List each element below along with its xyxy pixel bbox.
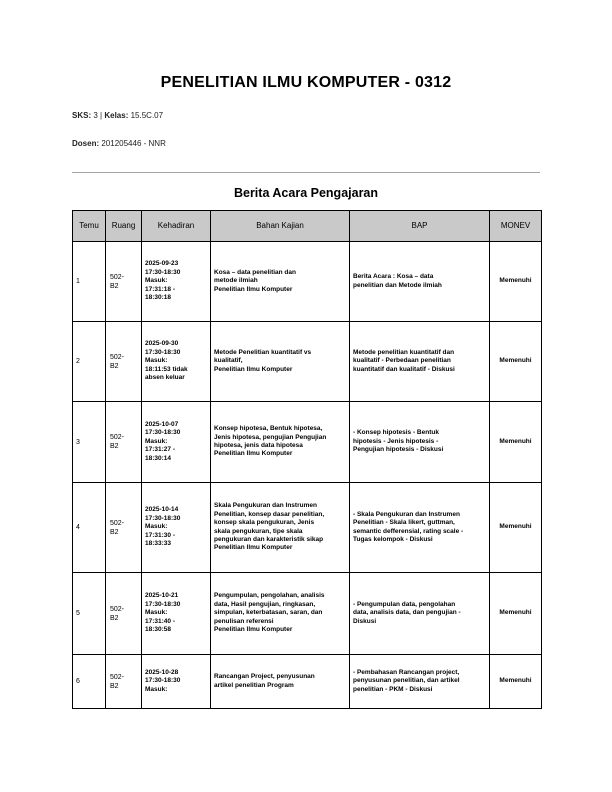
cell-kehadiran-line: 18:30:14 xyxy=(145,454,172,462)
cell-bap-line: penyusunan penelitian, dan artikel xyxy=(353,677,460,685)
cell-ruang xyxy=(106,655,142,709)
sks-kelas-line xyxy=(72,111,163,120)
cell-bap-line: penelitian dan Metode ilmiah xyxy=(353,281,442,289)
cell-kehadiran-line: 18:30:58 xyxy=(145,626,172,634)
table-row xyxy=(73,573,542,655)
cell-monev: Memenuhi xyxy=(490,322,542,402)
cell-bahan-kajian-line: Penelitian Ilmu Komputer xyxy=(214,450,293,458)
cell-bahan-kajian-line: Penelitian Ilmu Komputer xyxy=(214,544,293,552)
cell-kehadiran-line: Masuk: xyxy=(145,437,168,445)
cell-ruang xyxy=(106,402,142,483)
cell-monev: Memenuhi xyxy=(490,573,542,655)
cell-kehadiran-line: 2025-09-23 xyxy=(145,260,179,268)
dosen-line xyxy=(72,139,166,148)
cell-bahan-kajian-line: konsep skala pengukuran, Jenis xyxy=(214,519,315,527)
sks-label: SKS: xyxy=(72,111,92,120)
cell-kehadiran-line: 2025-09-30 xyxy=(145,340,179,348)
cell-kehadiran-line: 2025-10-14 xyxy=(145,506,179,514)
cell-ruang-line: B2 xyxy=(110,528,119,536)
cell-bahan-kajian-line: hipotesa, jenis data hipotesa xyxy=(214,442,303,449)
cell-bap xyxy=(350,483,490,573)
cell-bap-line: - Pembahasan Rancangan project, xyxy=(353,668,460,676)
cell-kehadiran-line: Masuk: xyxy=(145,357,168,365)
cell-bahan-kajian-line: Konsep hipotesa, Bentuk hipotesa, xyxy=(214,425,323,433)
cell-bahan-kajian-line: Penelitian, konsep dasar penelitian, xyxy=(214,510,325,518)
cell-bahan-kajian xyxy=(211,242,350,322)
cell-bap-line: Penelitian - Skala likert, guttman, xyxy=(353,519,455,527)
cell-bahan-kajian-line: Pengumpulan, pengolahan, analisis xyxy=(214,592,325,600)
cell-bap-line: - Pengumpulan data, pengolahan xyxy=(353,600,456,608)
cell-bahan-kajian xyxy=(211,483,350,573)
cell-bap-line: semantic defferensial, rating scale - xyxy=(353,527,464,535)
cell-temu: 4 xyxy=(73,483,106,573)
cell-temu: 3 xyxy=(73,402,106,483)
cell-kehadiran-line: 18:11:53 tidak xyxy=(145,365,188,373)
cell-kehadiran-line: 17:30-18:30 xyxy=(145,268,181,276)
cell-bahan-kajian xyxy=(211,655,350,709)
cell-kehadiran xyxy=(142,573,211,655)
cell-bap-line: - Konsep hipotesis - Bentuk xyxy=(353,429,439,437)
cell-kehadiran xyxy=(142,655,211,709)
cell-bahan-kajian xyxy=(211,402,350,483)
cell-kehadiran-line: 17:31:40 - xyxy=(145,617,175,625)
cell-ruang-line: B2 xyxy=(110,614,119,622)
cell-temu: 1 xyxy=(73,242,106,322)
cell-bap-line: Berita Acara : Kosa – data xyxy=(353,273,434,281)
cell-bahan-kajian-line: Metode Penelitian kuantitatif vs xyxy=(214,348,312,356)
cell-bahan-kajian xyxy=(211,322,350,402)
header-kehadiran: Kehadiran xyxy=(142,211,211,242)
cell-bahan-kajian-line: pengukuran dan karakteristik sikap xyxy=(214,535,324,543)
cell-bap-line: Tugas kelompok - Diskusi xyxy=(353,535,433,543)
cell-bahan-kajian-line: artikel penelitian Program xyxy=(214,681,294,689)
cell-monev: Memenuhi xyxy=(490,402,542,483)
cell-kehadiran-line: 2025-10-28 xyxy=(145,668,179,676)
sks-value: 3 | xyxy=(93,111,105,120)
cell-bap-line: - Skala Pengukuran dan Instrumen xyxy=(353,510,460,518)
table-header-row xyxy=(73,211,542,242)
table-body xyxy=(73,242,542,709)
divider xyxy=(72,172,540,173)
cell-temu: 6 xyxy=(73,655,106,709)
cell-bap-line: hipotesis - Jenis hipotesis - xyxy=(353,437,439,445)
cell-bahan-kajian-line: penulisan referensi xyxy=(214,617,274,625)
cell-kehadiran-line: Masuk: xyxy=(145,685,168,693)
cell-bap xyxy=(350,573,490,655)
cell-kehadiran xyxy=(142,242,211,322)
cell-kehadiran-line: Masuk: xyxy=(145,523,168,531)
cell-kehadiran xyxy=(142,322,211,402)
cell-bap xyxy=(350,655,490,709)
cell-bahan-kajian-line: Penelitian Ilmu Komputer xyxy=(214,365,293,373)
cell-kehadiran-line: 17:31:18 - xyxy=(145,285,175,293)
cell-kehadiran-line: 17:31:30 - xyxy=(145,531,175,539)
cell-kehadiran-line: absen keluar xyxy=(145,374,185,382)
cell-kehadiran-line: 17:30-18:30 xyxy=(145,348,181,356)
cell-bahan-kajian-line: simpulan, keterbatasan, saran, dan xyxy=(214,609,323,617)
cell-bap-line: Metode penelitian kuantitatif dan xyxy=(353,348,455,356)
kelas-value: 15.5C.07 xyxy=(130,111,164,120)
cell-kehadiran-line: 17:30-18:30 xyxy=(145,514,181,522)
cell-kehadiran-line: 18:33:33 xyxy=(145,540,172,548)
cell-bap-line: penelitian - PKM - Diskusi xyxy=(353,685,433,693)
cell-kehadiran-line: 2025-10-07 xyxy=(145,420,179,428)
table-row xyxy=(73,322,542,402)
cell-bahan-kajian xyxy=(211,573,350,655)
cell-kehadiran xyxy=(142,402,211,483)
cell-kehadiran xyxy=(142,483,211,573)
bap-table xyxy=(72,210,542,709)
cell-ruang xyxy=(106,242,142,322)
table-row xyxy=(73,402,542,483)
cell-temu: 5 xyxy=(73,573,106,655)
cell-bahan-kajian-line: Jenis hipotesa, pengujian Pengujian xyxy=(214,433,327,441)
cell-kehadiran-line: 18:30:18 xyxy=(145,294,172,302)
cell-bap-line: Diskusi xyxy=(353,617,377,625)
section-title: Berita Acara Pengajaran xyxy=(233,186,379,200)
cell-bap-line: Pengujian hipotesis - Diskusi xyxy=(353,446,444,454)
cell-kehadiran-line: Masuk: xyxy=(145,277,168,285)
cell-ruang-line: B2 xyxy=(110,282,119,290)
cell-ruang-line: B2 xyxy=(110,682,119,690)
cell-kehadiran-line: 17:30-18:30 xyxy=(145,600,181,608)
cell-kehadiran-line: 17:30-18:30 xyxy=(145,429,181,437)
cell-bahan-kajian-line: kualitatif, xyxy=(214,357,243,365)
cell-ruang-line: 502- xyxy=(110,353,125,361)
page-title: PENELITIAN ILMU KOMPUTER - 0312 xyxy=(160,74,452,91)
cell-kehadiran-line: 2025-10-21 xyxy=(145,592,179,600)
cell-bap xyxy=(350,242,490,322)
cell-monev: Memenuhi xyxy=(490,242,542,322)
cell-bahan-kajian-line: data, Hasil pengujian, ringkasan, xyxy=(214,600,316,608)
cell-bahan-kajian-line: Skala Pengukuran dan Instrumen xyxy=(214,502,317,510)
cell-bahan-kajian-line: Kosa – data penelitian dan xyxy=(214,268,296,276)
cell-monev: Memenuhi xyxy=(490,483,542,573)
cell-temu: 2 xyxy=(73,322,106,402)
dosen-label: Dosen: xyxy=(72,139,100,148)
header-ruang: Ruang xyxy=(106,211,142,242)
cell-bap-line: kuantitatif dan kualitatif - Diskusi xyxy=(353,365,455,373)
cell-bahan-kajian-line: Penelitian Ilmu Komputer xyxy=(214,626,293,634)
header-monev: MONEV xyxy=(490,211,542,242)
cell-ruang-line: B2 xyxy=(110,362,119,370)
cell-ruang xyxy=(106,573,142,655)
cell-bap xyxy=(350,322,490,402)
table-row xyxy=(73,655,542,709)
cell-ruang-line: 502- xyxy=(110,273,125,281)
cell-ruang-line: 502- xyxy=(110,673,125,681)
cell-bap-line: kualitatif - Perbedaan penelitian xyxy=(353,357,451,365)
header-temu: Temu xyxy=(73,211,106,242)
cell-ruang xyxy=(106,483,142,573)
cell-ruang-line: 502- xyxy=(110,434,125,441)
cell-kehadiran-line: 17:30-18:30 xyxy=(145,677,181,685)
cell-bahan-kajian-line: metode ilmiah xyxy=(214,277,258,285)
cell-kehadiran-line: Masuk: xyxy=(145,609,168,617)
kelas-label: Kelas: xyxy=(104,111,129,120)
cell-bahan-kajian-line: Rancangan Project, penyusunan xyxy=(214,673,315,681)
header-bahan-kajian: Bahan Kajian xyxy=(211,211,350,242)
cell-bahan-kajian-line: Penelitian Ilmu Komputer xyxy=(214,285,293,293)
cell-bap xyxy=(350,402,490,483)
cell-ruang xyxy=(106,322,142,402)
cell-bap-line: data, analisis data, dan pengujian - xyxy=(353,609,461,617)
cell-ruang-line: B2 xyxy=(110,443,119,450)
cell-ruang-line: 502- xyxy=(110,605,125,613)
cell-ruang-line: 502- xyxy=(110,519,125,527)
dosen-value: 201205446 - NNR xyxy=(101,139,166,148)
table-row xyxy=(73,483,542,573)
cell-monev: Memenuhi xyxy=(490,655,542,709)
table-row xyxy=(73,242,542,322)
header-bap: BAP xyxy=(350,211,490,242)
cell-bahan-kajian-line: skala pengukuran, tipe skala xyxy=(214,527,303,535)
cell-kehadiran-line: 17:31:27 - xyxy=(145,446,175,454)
